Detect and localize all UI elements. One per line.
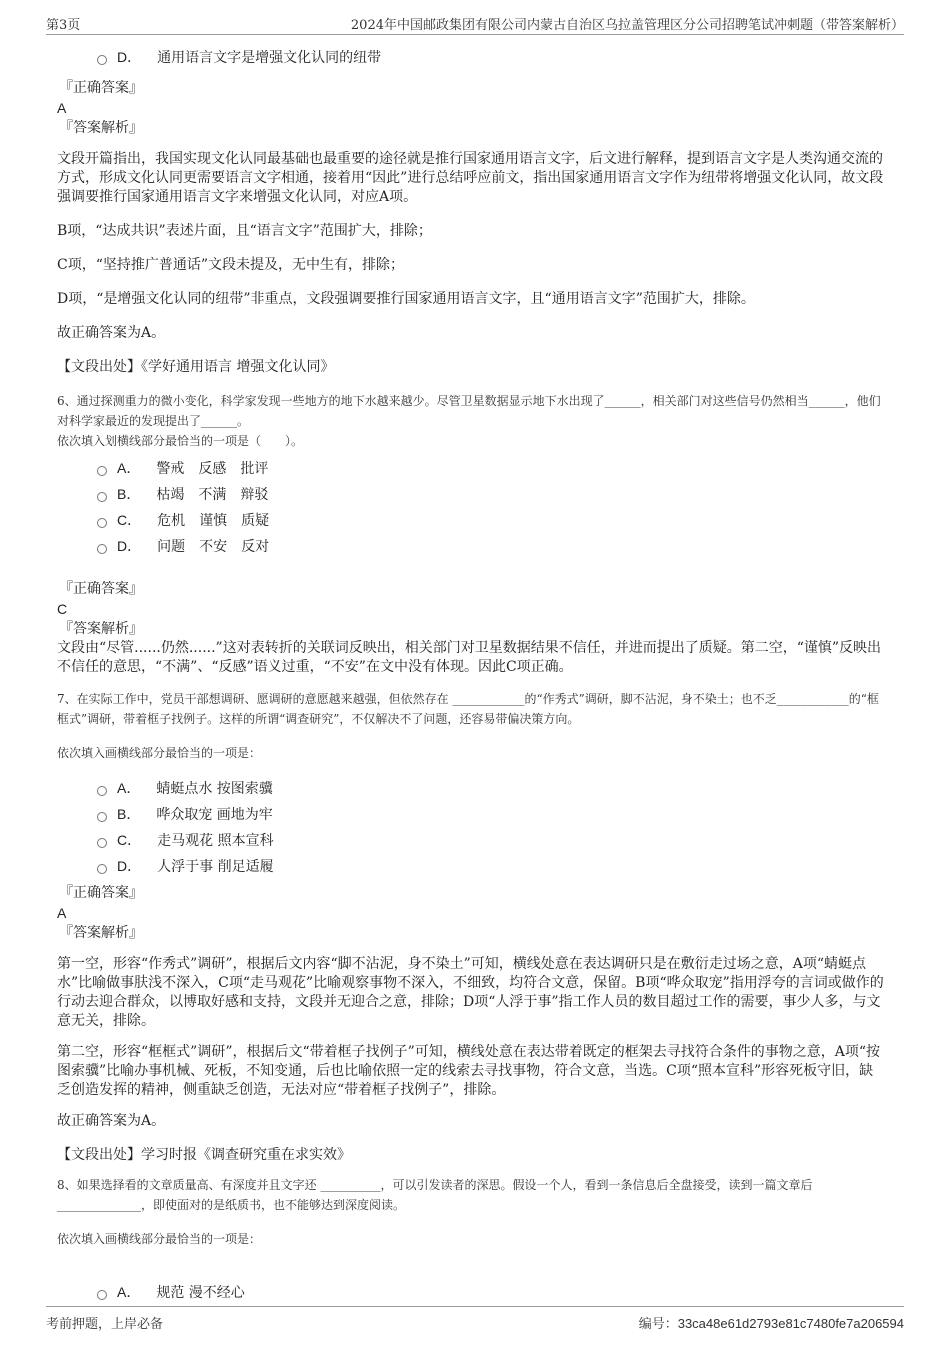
option-d[interactable] — [97, 533, 887, 559]
answer-tag: 『正确答案』 — [59, 80, 143, 96]
radio-icon[interactable] — [97, 838, 107, 848]
radio-icon[interactable] — [97, 55, 107, 65]
options-list — [57, 775, 887, 879]
option-c[interactable] — [97, 507, 887, 533]
options-list — [57, 1279, 887, 1305]
source-citation: 【文段出处】《学好通用语言 增强文化认同》 — [57, 359, 335, 375]
correct-answer: A — [57, 905, 67, 921]
id-label: 编号： — [638, 1317, 678, 1332]
analysis-paragraph: B项，“达成共识”表述片面，且“语言文字”范围扩大，排除； — [57, 223, 432, 239]
option-letter: D． — [117, 858, 142, 874]
analysis-conclusion: 故正确答案为A。 — [57, 325, 166, 341]
radio-icon[interactable] — [97, 518, 107, 528]
analysis-paragraph: 第一空，形容“作秀式”调研”，根据后文内容“脚不沾泥，身不染土”可知，横线处意在表达调研只是在敷衍走过场之意，A项“蜻蜓点水”比喻做事肤浅不深入，C项“走马观花”比喻观察事物不深入，不细致，均符合文意，保留。B项“哗众取宠”指用浮夸的言词或做作的行动去迎合群众，以博取好感和支持，文段并无迎合之意，排除；D项“人浮于事”指工作人员的数目超过工作的需要，事少人多，与文意无关，排除。 — [57, 956, 884, 1029]
option-text: 蜻蜓点水 按图索骥 — [156, 781, 273, 797]
answer-tag: 『正确答案』 — [59, 885, 143, 901]
analysis-conclusion: 故正确答案为A。 — [57, 1113, 166, 1129]
option-text: 警戒 反感 批评 — [156, 461, 269, 477]
source-citation: 【文段出处】学习时报《调查研究重在求实效》 — [57, 1147, 351, 1163]
option-a[interactable] — [97, 775, 887, 801]
option-text: 枯竭 不满 辩驳 — [156, 487, 269, 503]
question-stem: 6、通过探测重力的微小变化，科学家发现一些地方的地下水越来越少。尽管卫星数据显示地下水出现了______，相关部门对这些信号仍然相当______，他们对科学家最近的发现提出了______。 — [57, 394, 881, 428]
answer-tag: 『正确答案』 — [59, 581, 143, 597]
option-text: 问题 不安 反对 — [157, 539, 270, 555]
options-list — [57, 455, 887, 559]
page-number: 第3页 — [46, 18, 81, 33]
question-prompt: 依次填入画横线部分最恰当的一项是： — [57, 746, 262, 760]
page-header — [46, 12, 904, 35]
footer-slogan: 考前押题，上岸必备 — [46, 1317, 164, 1332]
option-d[interactable] — [97, 853, 887, 879]
option-letter: D． — [117, 49, 142, 65]
page-footer — [46, 1306, 904, 1333]
document-title: 2024年中国邮政集团有限公司内蒙古自治区乌拉盖管理区分公司招聘笔试冲刺题（带答案解析） — [350, 18, 904, 33]
option-text: 走马观花 照本宣科 — [157, 833, 274, 849]
option-b[interactable] — [97, 801, 887, 827]
analysis-tag: 『答案解析』 — [59, 925, 143, 941]
option-a[interactable] — [97, 1279, 887, 1305]
analysis-paragraph: D项，“是增强文化认同的纽带”非重点，文段强调要推行国家通用语言文字，且“通用语言文字”范围扩大，排除。 — [57, 291, 755, 307]
analysis-paragraph: C项，“坚持推广普通话”文段未提及，无中生有，排除； — [57, 257, 405, 273]
correct-answer: C — [57, 601, 68, 617]
question-prompt: 依次填入划横线部分最恰当的一项是（ ）。 — [57, 434, 304, 448]
option-letter: D． — [117, 538, 142, 554]
radio-icon[interactable] — [97, 864, 107, 874]
analysis-tag: 『答案解析』 — [59, 120, 143, 136]
option-a[interactable] — [97, 455, 887, 481]
option-letter: A． — [117, 460, 141, 476]
analysis-paragraph: 文段由“尽管......仍然......”这对表转折的关联词反映出，相关部门对卫星数据结果不信任，并进而提出了质疑。第二空，“谨慎”反映出不信任的意思，“不满”、“反感”语义过重，“不安”在文中没有体现。因此C项正确。 — [57, 640, 882, 675]
option-text: 通用语言文字是增强文化认同的纽带 — [157, 50, 382, 66]
option-letter: B． — [117, 486, 141, 502]
analysis-paragraph: 第二空，形容“框框式”调研”，根据后文“带着框子找例子”可知，横线处意在表达带着既定的框架去寻找符合条件的事物之意，A项“按图索骥”比喻办事机械、死板，不知变通，后也比喻依照一定的线索去寻找事物，符合文意，当选。C项“照本宣科”形容死板守旧，缺乏创造发挥的精神，侧重缺乏创造，无法对应“带着框子找例子”，排除。 — [57, 1044, 881, 1098]
option-letter: A． — [117, 780, 141, 796]
radio-icon[interactable] — [97, 812, 107, 822]
question-prompt: 依次填入画横线部分最恰当的一项是： — [57, 1232, 262, 1246]
id-value: 33ca48e61d2793e81c7480fe7a206594 — [677, 1316, 904, 1331]
question-stem: 8、如果选择看的文章质量高、有深度并且文字还 __________，可以引发读者的深思。假设一个人，看到一条信息后全盘接受，读到一篇文章后______________，即使面对的是纸质书，也不能够达到深度阅读。 — [57, 1178, 813, 1212]
analysis-paragraph: 文段开篇指出，我国实现文化认同最基础也最重要的途径就是推行国家通用语言文字，后文进行解释，提到语言文字是人类沟通交流的方式，形成文化认同更需要语言文字相通，接着用“因此”进行总结呼应前文，指出国家通用语言文字作为纽带将增强文化认同，故文段强调要推行国家通用语言文字来增强文化认同，对应A项。 — [57, 151, 884, 205]
radio-icon[interactable] — [97, 544, 107, 554]
option-letter: C． — [117, 832, 142, 848]
question-stem: 7、在实际工作中，党员干部想调研、愿调研的意愿越来越强，但依然存在 ____________的“作秀式”调研，脚不沾泥，身不染土；也不乏____________的“框框式”调研，带着框子找例子。这样的所谓“调查研究”，不仅解决不了问题，还容易带偏决策方向。 — [57, 692, 879, 726]
correct-answer: A — [57, 100, 67, 116]
analysis-tag: 『答案解析』 — [59, 621, 143, 637]
radio-icon[interactable] — [97, 492, 107, 502]
option-d[interactable] — [97, 44, 887, 70]
option-letter: A． — [117, 1284, 141, 1300]
option-letter: C． — [117, 512, 142, 528]
document-id — [639, 1313, 904, 1332]
option-text: 规范 漫不经心 — [156, 1285, 245, 1301]
option-text: 人浮于事 削足适履 — [157, 859, 274, 875]
option-c[interactable] — [97, 827, 887, 853]
radio-icon[interactable] — [97, 1290, 107, 1300]
option-text: 危机 谨慎 质疑 — [157, 513, 270, 529]
option-text: 哗众取宠 画地为牢 — [156, 807, 273, 823]
document-body — [57, 40, 887, 1305]
option-b[interactable] — [97, 481, 887, 507]
option-letter: B． — [117, 806, 141, 822]
radio-icon[interactable] — [97, 466, 107, 476]
radio-icon[interactable] — [97, 786, 107, 796]
